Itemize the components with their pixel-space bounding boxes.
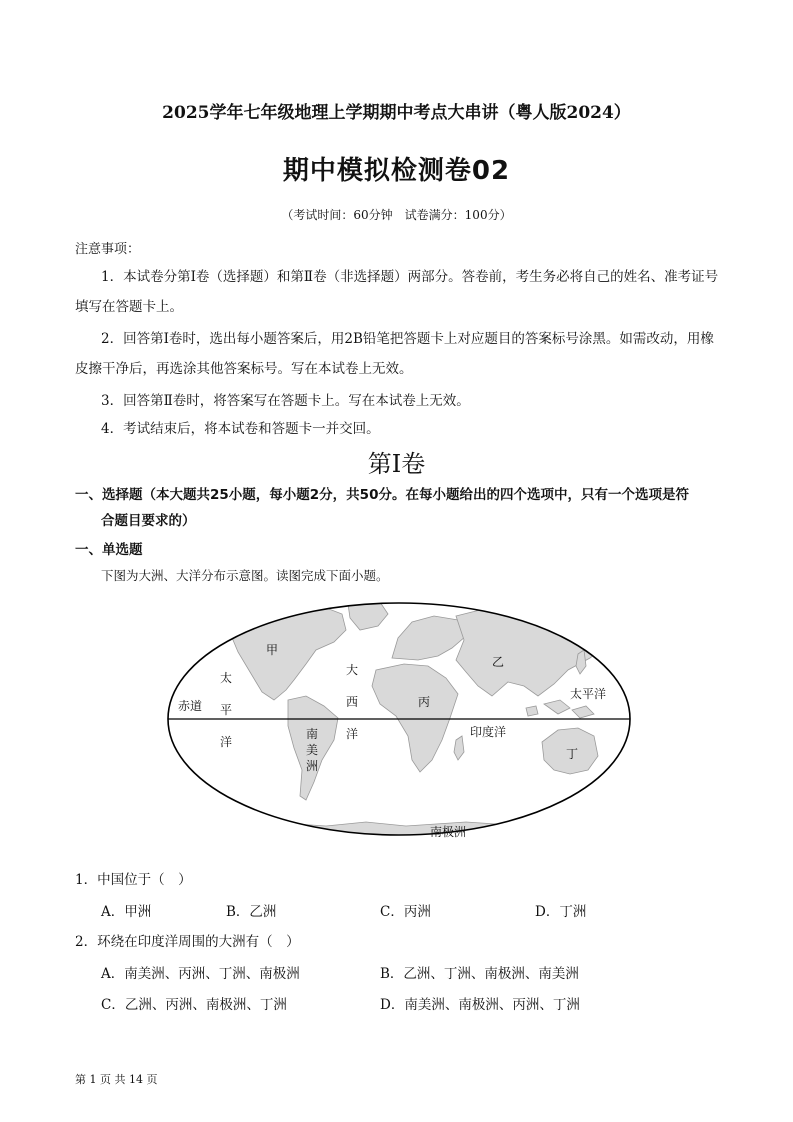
question-1 bbox=[75, 868, 192, 888]
map-label-equator: 赤道 bbox=[178, 699, 203, 713]
notes-heading: 注意事项： bbox=[75, 242, 141, 257]
europe-shape bbox=[392, 616, 466, 660]
note-item-2: 2．回答第Ⅰ卷时，选出每小题答案后，用2B铅笔把答题卡上对应题目的答案标号涂黑。如需改动，用橡皮擦干净后，再选涂其他答案标号。写在本试卷上无效。 bbox=[75, 331, 714, 377]
option-text: 南美洲、南极洲、丙洲、丁洲 bbox=[404, 997, 580, 1013]
map-label-pacific-left-1: 太 bbox=[220, 671, 233, 685]
new-zealand-shape bbox=[612, 766, 618, 786]
map-label-antarctica: 南极洲 bbox=[430, 825, 467, 839]
question-1-text: 中国位于（ ） bbox=[97, 872, 192, 888]
question-intro: 下图为大洲、大洋分布示意图。读图完成下面小题。 bbox=[101, 568, 389, 583]
map-label-south-america-1: 南 bbox=[306, 727, 319, 741]
question-2-option-c[interactable] bbox=[101, 993, 287, 1013]
question-1-option-c[interactable] bbox=[380, 900, 431, 920]
map-label-indian: 印度洋 bbox=[470, 725, 507, 739]
map-label-atlantic-3: 洋 bbox=[346, 727, 359, 741]
map-label-jia: 甲 bbox=[266, 643, 279, 657]
exam-series-title: 2025学年七年级地理上学期期中考点大串讲（粤人版2024） bbox=[162, 103, 631, 123]
map-label-ding: 丁 bbox=[566, 747, 579, 761]
option-letter: D． bbox=[535, 904, 560, 920]
option-text: 乙洲、丙洲、南极洲、丁洲 bbox=[124, 997, 287, 1013]
question-1-option-a[interactable] bbox=[101, 900, 151, 920]
question-2-option-d[interactable] bbox=[380, 993, 580, 1013]
exam-info: （考试时间：60分钟 试卷满分：100分） bbox=[281, 208, 512, 222]
note-item-4: 4．考试结束后，将本试卷和答题卡一并交回。 bbox=[101, 421, 380, 437]
map-label-atlantic-1: 大 bbox=[346, 663, 359, 677]
option-letter: A． bbox=[101, 904, 125, 920]
question-1-option-d[interactable] bbox=[535, 900, 586, 920]
africa-shape bbox=[372, 664, 458, 772]
world-map bbox=[166, 600, 632, 848]
option-letter: B． bbox=[226, 904, 250, 920]
option-letter: C． bbox=[101, 997, 125, 1013]
subsection-heading: 一、单选题 bbox=[75, 542, 143, 558]
map-label-bing: 丙 bbox=[418, 695, 431, 709]
option-letter: C． bbox=[380, 904, 404, 920]
islands-shape bbox=[526, 700, 594, 718]
page-number: 第 1 页 共 14 页 bbox=[75, 1073, 158, 1086]
option-text: 甲洲 bbox=[124, 904, 152, 920]
option-text: 南美洲、丙洲、丁洲、南极洲 bbox=[124, 966, 300, 982]
section-heading bbox=[75, 482, 725, 534]
asia-shape bbox=[456, 604, 612, 696]
question-1-option-b[interactable] bbox=[226, 900, 276, 920]
note-item-3: 3．回答第Ⅱ卷时，将答案写在答题卡上。写在本试卷上无效。 bbox=[101, 393, 470, 409]
section-heading-line1: 一、选择题（本大题共25小题，每小题2分，共50分。在每小题给出的四个选项中，只有一个选项是符 bbox=[75, 487, 689, 503]
option-text: 乙洲 bbox=[249, 904, 277, 920]
madagascar-shape bbox=[454, 736, 464, 760]
question-2-text: 环绕在印度洋周围的大洲有（ ） bbox=[97, 934, 300, 950]
question-2-number: 2． bbox=[75, 934, 98, 950]
section-heading-line2: 合题目要求的） bbox=[101, 513, 196, 529]
map-label-pacific-left-3: 洋 bbox=[220, 735, 233, 749]
map-label-pacific-left-2: 平 bbox=[220, 703, 233, 717]
note-item-1: 1．本试卷分第Ⅰ卷（选择题）和第Ⅱ卷（非选择题）两部分。答卷前，考生务必将自己的姓名、准考证号填写在答题卡上。 bbox=[75, 269, 719, 315]
question-2-option-b[interactable] bbox=[380, 962, 579, 982]
map-label-south-america-2: 美 bbox=[306, 743, 319, 757]
greenland-shape bbox=[348, 602, 388, 630]
map-label-atlantic-2: 西 bbox=[346, 695, 359, 709]
map-label-south-america-3: 洲 bbox=[306, 759, 319, 773]
north-america-shape bbox=[228, 604, 346, 700]
exam-title: 期中模拟检测卷02 bbox=[282, 156, 511, 186]
option-text: 丙洲 bbox=[403, 904, 431, 920]
map-label-yi: 乙 bbox=[492, 655, 505, 669]
option-letter: D． bbox=[380, 997, 405, 1013]
option-letter: A． bbox=[101, 966, 125, 982]
option-text: 丁洲 bbox=[559, 904, 587, 920]
question-2-option-a[interactable] bbox=[101, 962, 300, 982]
section-title: 第Ⅰ卷 bbox=[367, 450, 426, 478]
question-2 bbox=[75, 930, 300, 950]
option-text: 乙洲、丁洲、南极洲、南美洲 bbox=[403, 966, 579, 982]
option-letter: B． bbox=[380, 966, 404, 982]
question-1-number: 1． bbox=[75, 872, 98, 888]
map-label-pacific-right: 太平洋 bbox=[570, 687, 607, 701]
